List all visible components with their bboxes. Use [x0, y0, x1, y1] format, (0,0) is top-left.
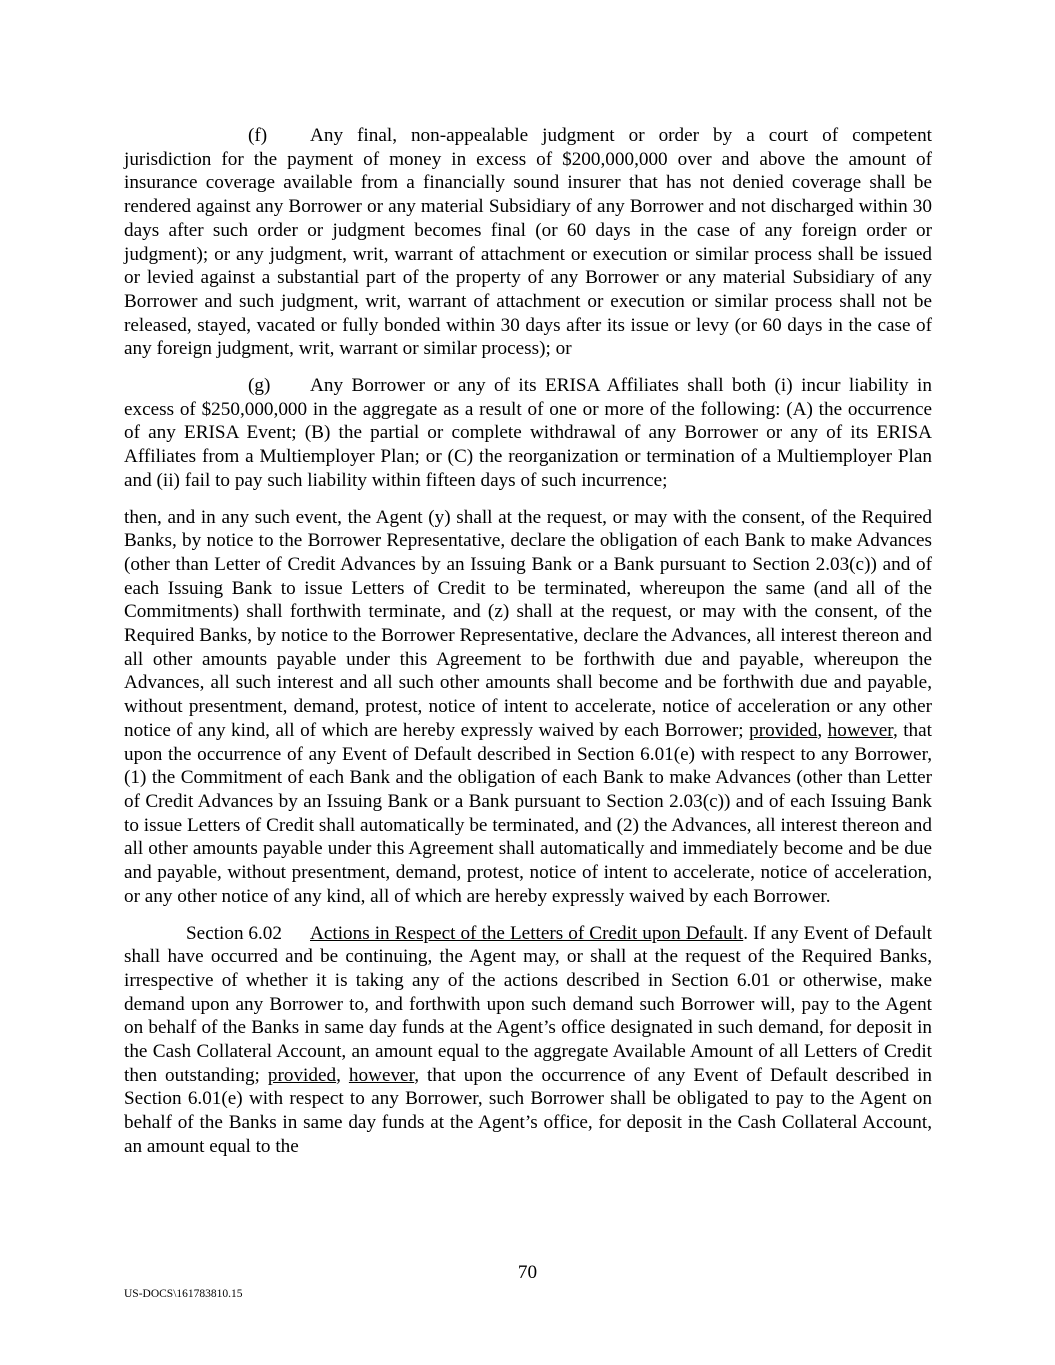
provided-term: provided	[267, 1064, 337, 1086]
paragraph-g-label: (g)	[248, 375, 271, 397]
paragraph-g-text: Any Borrower or any of its ERISA Affiliates shall both (i) incur liability in excess of $250,000,000 in the aggregate as a result of one or more of the following: (A) the occurrence of any ERISA Event; (B) the partial or complete withdrawal of any Borrower or any of its ERISA Affiliates from a Multiemployer Plan; or (C) the reorganization or termination of a Multiemployer Plan and (ii) fail to pay such liability within fifteen days of such incurrence;	[124, 375, 932, 491]
paragraph-then-text-1: then, and in any such event, the Agent (y) shall at the request, or may with the consent, of the Required Banks, by notice to the Borrower Representative, declare the obligation of each Bank to make Advances (other than Letter of Credit Advances by an Issuing Bank or a Bank pursuant to Section 2.03(c)) and of each Issuing Bank to issue Letters of Credit to be terminated, whereupon the same (and all of the Commitments) shall forthwith terminate, and (z) shall at the request, or may with the consent, of the Required Banks, by notice to the Borrower Representative, declare the Advances, all interest thereon and all other amounts payable under this Agreement to be forthwith due and payable, whereupon the Advances, all such interest and all such other amounts shall become and be forthwith due and payable, without presentment, demand, protest, notice of intent to accelerate, notice of acceleration or any other notice of any kind, all of which are hereby expressly waived by each Borrower;	[124, 506, 932, 741]
comma: ,	[336, 1064, 349, 1086]
page-number: 70	[517, 1262, 538, 1283]
comma: ,	[817, 719, 828, 741]
document-id: US-DOCS\161783810.15	[124, 1288, 243, 1300]
paragraph-g	[124, 374, 932, 493]
paragraph-f-text: Any final, non-appealable judgment or order by a court of competent jurisdiction for the payment of money in excess of $200,000,000 over and above the amount of insurance coverage available from a financially sound insurer that has not denied coverage shall be rendered against any Borrower or any material Subsidiary of any Borrower and not discharged within 30 days after such order or judgment becomes final (or 60 days in the case of any foreign order or judgment); or any judgment, writ, warrant of attachment or execution or similar process shall be issued or levied against a substantial part of the property of any Borrower or any material Subsidiary of any Borrower and such judgment, writ, warrant of attachment or execution or similar process shall not be released, stayed, vacated or fully bonded within 30 days after its issue or levy (or 60 days in the case of any foreign judgment, writ, warrant or similar process); or	[124, 125, 932, 360]
section-text-2: , that upon the occurrence of any Event of Default described in Section 6.01(e) with respect to any Borrower, such Borrower shall be obligated to pay to the Agent on behalf of the Banks in same day funds at the Agent’s office, for deposit in the Cash Collateral Account, an amount equal to the	[124, 1064, 933, 1157]
paragraph-then-text-2: , that upon the occurrence of any Event of Default described in Section 6.01(e) with respect to any Borrower, (1) the Commitment of each Bank and the obligation of each Bank to make Advances (other than Letter of Credit Advances by an Issuing Bank or a Bank pursuant to Section 2.03(c)) and of each Issuing Bank to issue Letters of Credit shall automatically be terminated, and (2) the Advances, all interest thereon and all other amounts payable under this Agreement shall automatically and immediately become and be due and payable, without presentment, demand, protest, notice of intent to accelerate, notice of acceleration, or any other notice of any kind, all of which are hereby expressly waived by each Borrower.	[124, 719, 932, 907]
paragraph-f	[124, 124, 932, 361]
paragraph-then	[124, 506, 932, 909]
section-number: Section 6.02	[186, 922, 282, 944]
however-term: however	[827, 719, 893, 741]
however-term: however	[348, 1064, 415, 1086]
document-body	[124, 124, 932, 1172]
section-6-02	[124, 922, 932, 1159]
provided-term: provided	[749, 719, 818, 741]
section-title: Actions in Respect of the Letters of Credit upon Default	[310, 922, 744, 944]
paragraph-f-label: (f)	[248, 125, 268, 146]
section-text-1: . If any Event of Default shall have occurred and be continuing, the Agent may, or shall at the request of the Required Banks, irrespective of whether it is taking any of the actions described in Section 6.01 or otherwise, make demand upon any Borrower to, and forthwith upon such demand such Borrower will, pay to the Agent on behalf of the Banks in same day funds at the Agent’s office designated in such demand, for deposit in the Cash Collateral Account, an amount equal to the aggregate Available Amount of all Letters of Credit then outstanding;	[124, 922, 932, 1086]
